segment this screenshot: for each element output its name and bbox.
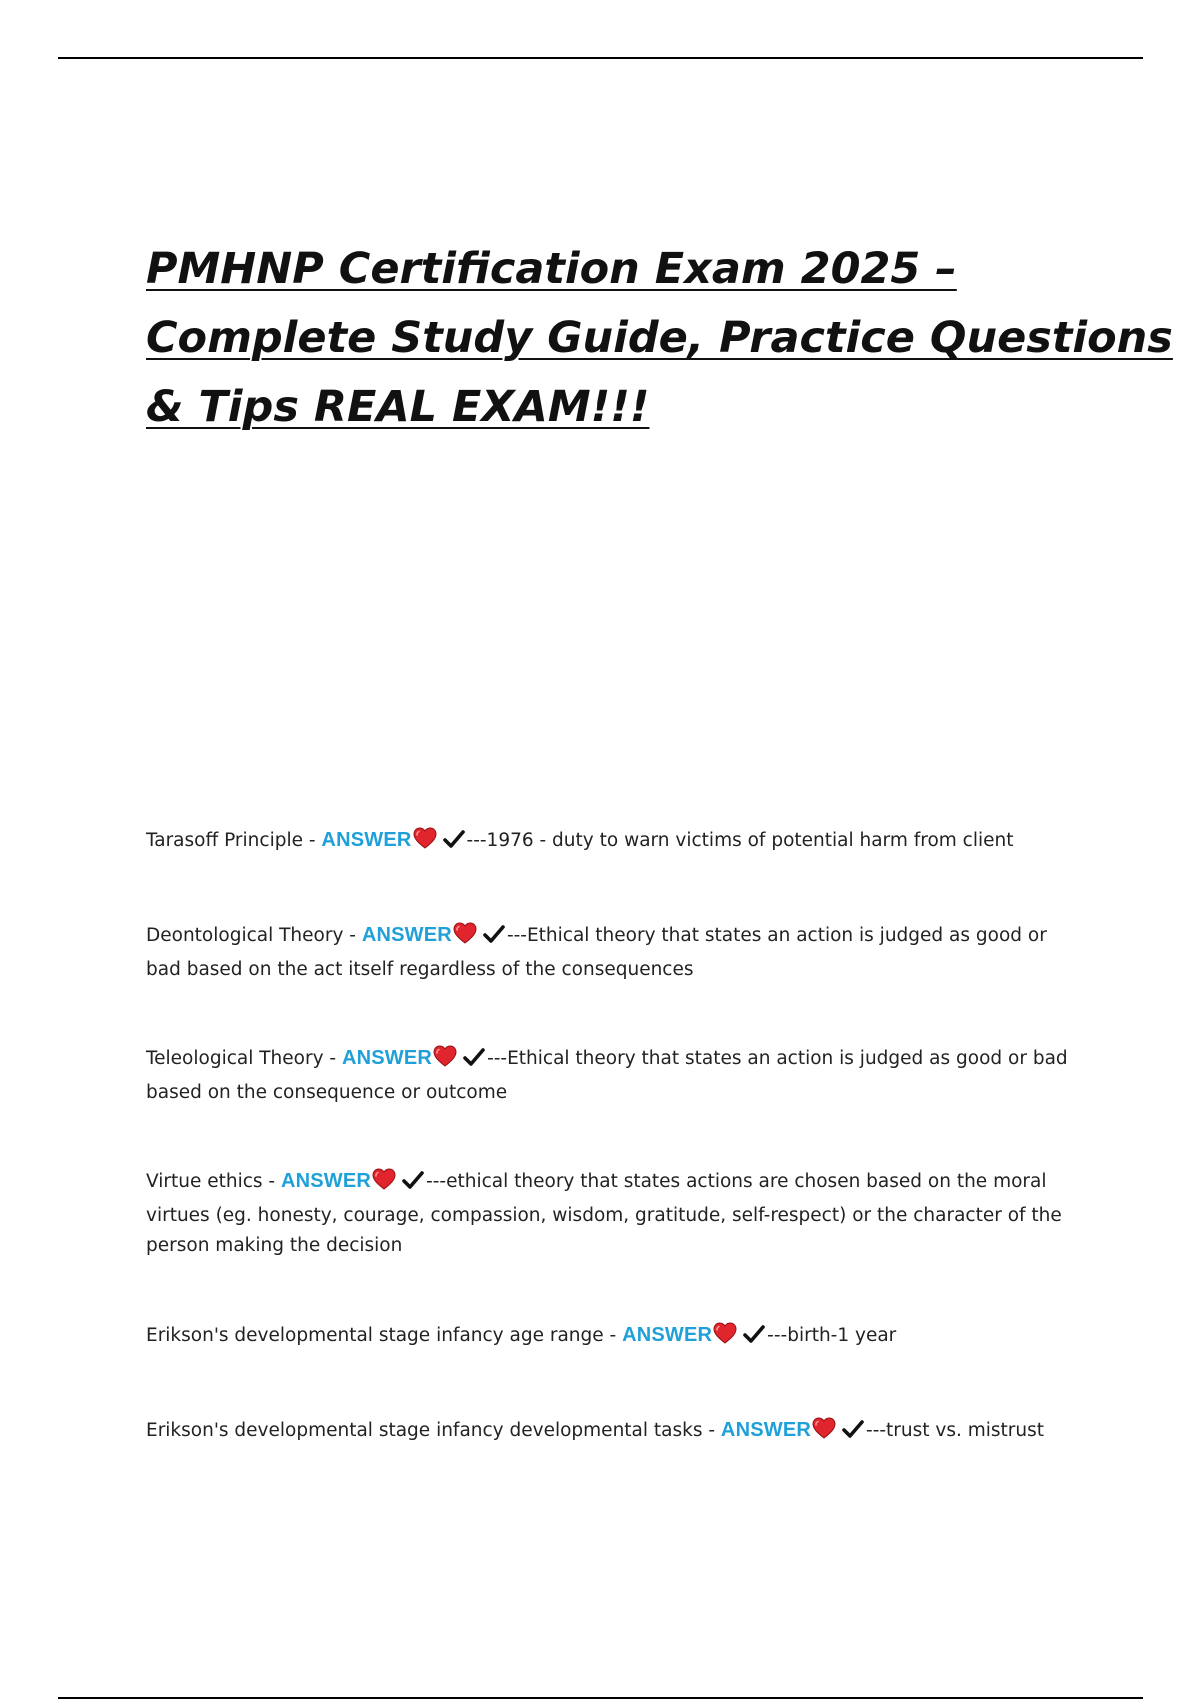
qa-item-tarasoff xyxy=(146,825,1076,860)
heart-icon xyxy=(372,1168,396,1201)
qa-item-erikson-age-range xyxy=(146,1320,1076,1355)
qa-term: Deontological Theory - xyxy=(146,925,362,946)
answer-label: ANSWER xyxy=(622,1324,713,1346)
document-title xyxy=(146,235,1173,442)
heart-icon xyxy=(453,922,477,955)
heart-icon xyxy=(713,1322,737,1355)
qa-definition: ---ethical theory that states actions are chosen based on the moral virtues (eg. honesty, courage, compassion, wisdom, gratitude, self-respect) or the character of the person making the decision xyxy=(146,1171,1062,1256)
answer-label: ANSWER xyxy=(341,1047,433,1069)
title-line-1: PMHNP Certification Exam 2025 – xyxy=(146,244,957,294)
qa-item-teleological xyxy=(146,1043,1076,1108)
qa-item-erikson-tasks xyxy=(146,1415,1076,1450)
bottom-rule xyxy=(58,1697,1143,1699)
qa-definition: ---1976 - duty to warn victims of potential harm from client xyxy=(466,830,1014,851)
title-line-3: & Tips REAL EXAM!!! xyxy=(146,382,650,432)
qa-item-virtue-ethics xyxy=(146,1166,1076,1262)
check-icon xyxy=(842,1419,864,1450)
check-icon xyxy=(463,1047,485,1078)
answer-label: ANSWER xyxy=(321,829,412,851)
qa-term: Tarasoff Principle - xyxy=(146,830,322,851)
qa-definition: ---birth-1 year xyxy=(767,1325,897,1346)
title-line-2: Complete Study Guide, Practice Questions xyxy=(146,313,1173,363)
check-icon xyxy=(402,1170,424,1201)
top-rule xyxy=(58,57,1143,59)
heart-icon xyxy=(413,827,437,860)
qa-item-deontological xyxy=(146,920,1076,985)
check-icon xyxy=(443,829,465,860)
answer-label: ANSWER xyxy=(280,1170,372,1192)
qa-term: Teleological Theory - xyxy=(146,1048,342,1069)
answer-label: ANSWER xyxy=(361,924,452,946)
check-icon xyxy=(483,924,505,955)
qa-definition: ---Ethical theory that states an action is judged as good or bad based on the consequence or outcome xyxy=(146,1048,1068,1103)
qa-definition: ---trust vs. mistrust xyxy=(866,1420,1045,1441)
heart-icon xyxy=(433,1045,457,1078)
qa-term: Virtue ethics - xyxy=(146,1171,281,1192)
qa-definition: ---Ethical theory that states an action is judged as good or bad based on the act itself regardless of the consequences xyxy=(146,925,1047,980)
check-icon xyxy=(743,1324,765,1355)
answer-label: ANSWER xyxy=(720,1419,812,1441)
qa-term: Erikson's developmental stage infancy age range - xyxy=(146,1325,623,1346)
heart-icon xyxy=(812,1417,836,1450)
qa-term: Erikson's developmental stage infancy developmental tasks - xyxy=(146,1420,721,1441)
